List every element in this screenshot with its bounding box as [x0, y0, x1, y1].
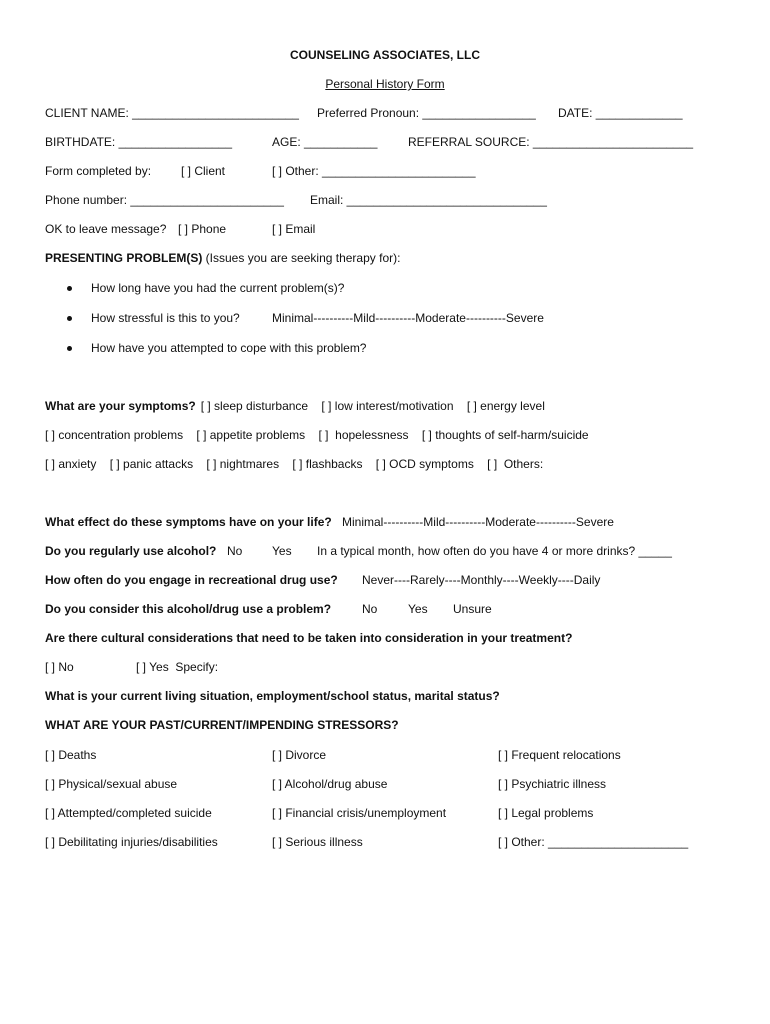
effect-scale[interactable]: Minimal----------Mild----------Moderate----------Severe: [342, 515, 614, 529]
symptoms-row-2[interactable]: [ ] concentration problems [ ] appetite problems [ ] hopelessness [ ] thoughts of self-harm/suicide: [45, 428, 589, 442]
bullet-icon: [67, 286, 72, 291]
symptoms-options-1[interactable]: [ ] sleep disturbance [ ] low interest/motivation [ ] energy level: [200, 399, 545, 413]
problem-no-option[interactable]: No: [362, 602, 378, 616]
stressor-divorce-checkbox[interactable]: [ ] Divorce: [272, 748, 327, 762]
stressor-psychiatric-illness-checkbox[interactable]: [ ] Psychiatric illness: [498, 777, 607, 791]
bullet-icon: [67, 316, 72, 321]
effect-question: What effect do these symptoms have on your life?: [45, 515, 332, 529]
drug-use-question: How often do you engage in recreational drug use?: [45, 573, 338, 587]
stressor-injuries-checkbox[interactable]: [ ] Debilitating injuries/disabilities: [45, 835, 218, 849]
bullet-icon: [67, 346, 72, 351]
stressor-suicide-checkbox[interactable]: [ ] Attempted/completed suicide: [45, 806, 212, 820]
presenting-question-duration: How long have you had the current problem(s)?: [91, 281, 345, 295]
age-field[interactable]: AGE: ___________: [272, 135, 378, 149]
completed-by-label: Form completed by:: [45, 164, 152, 178]
stressor-deaths-checkbox[interactable]: [ ] Deaths: [45, 748, 97, 762]
stressor-other-field[interactable]: [ ] Other: _____________________: [498, 835, 689, 849]
completed-by-client-checkbox[interactable]: [ ] Client: [181, 164, 226, 178]
symptoms-row-3[interactable]: [ ] anxiety [ ] panic attacks [ ] nightmares [ ] flashbacks [ ] OCD symptoms [ ] Others:: [45, 457, 544, 471]
stressor-legal-checkbox[interactable]: [ ] Legal problems: [498, 806, 594, 820]
cultural-yes-checkbox[interactable]: [ ] Yes Specify:: [136, 660, 219, 674]
stress-scale[interactable]: Minimal----------Mild----------Moderate----------Severe: [272, 311, 544, 325]
birthdate-field[interactable]: BIRTHDATE: _________________: [45, 135, 233, 149]
problem-yes-option[interactable]: Yes: [408, 602, 428, 616]
drug-use-scale[interactable]: Never----Rarely----Monthly----Weekly----Daily: [362, 573, 601, 587]
drinks-frequency-field[interactable]: In a typical month, how often do you have 4 or more drinks? _____: [317, 544, 672, 558]
company-name: COUNSELING ASSOCIATES, LLC: [289, 48, 480, 62]
presenting-problems-heading: [45, 251, 400, 266]
alcohol-question: Do you regularly use alcohol?: [45, 544, 217, 558]
symptoms-question: What are your symptoms?: [45, 399, 196, 413]
ok-message-label: OK to leave message?: [45, 222, 167, 236]
client-name-field[interactable]: CLIENT NAME: _________________________: [45, 106, 299, 120]
completed-by-other-field[interactable]: [ ] Other: _______________________: [272, 164, 476, 178]
presenting-question-stress: How stressful is this to you?: [91, 311, 240, 325]
date-field[interactable]: DATE: _____________: [558, 106, 683, 120]
presenting-problems-heading-bold: PRESENTING PROBLEM(S): [45, 251, 203, 265]
stressor-relocations-checkbox[interactable]: [ ] Frequent relocations: [498, 748, 621, 762]
alcohol-yes-option[interactable]: Yes: [272, 544, 292, 558]
stressor-abuse-checkbox[interactable]: [ ] Physical/sexual abuse: [45, 777, 178, 791]
problem-unsure-option[interactable]: Unsure: [453, 602, 492, 616]
cultural-no-checkbox[interactable]: [ ] No: [45, 660, 74, 674]
living-situation-question: What is your current living situation, employment/school status, marital status?: [45, 689, 500, 703]
stressor-substance-abuse-checkbox[interactable]: [ ] Alcohol/drug abuse: [272, 777, 388, 791]
stressor-serious-illness-checkbox[interactable]: [ ] Serious illness: [272, 835, 363, 849]
email-field[interactable]: Email: ______________________________: [310, 193, 547, 207]
form-title: Personal History Form: [325, 77, 445, 91]
ok-phone-checkbox[interactable]: [ ] Phone: [178, 222, 227, 236]
phone-field[interactable]: Phone number: _______________________: [45, 193, 284, 207]
substance-problem-question: Do you consider this alcohol/drug use a problem?: [45, 602, 332, 616]
presenting-problems-heading-rest: (Issues you are seeking therapy for):: [202, 251, 401, 265]
symptoms-row-1[interactable]: [45, 399, 545, 414]
alcohol-no-option[interactable]: No: [227, 544, 243, 558]
stressors-heading: WHAT ARE YOUR PAST/CURRENT/IMPENDING STRESSORS?: [45, 718, 399, 732]
referral-source-field[interactable]: REFERRAL SOURCE: ________________________: [408, 135, 694, 149]
stressor-financial-checkbox[interactable]: [ ] Financial crisis/unemployment: [272, 806, 447, 820]
pronoun-field[interactable]: Preferred Pronoun: _________________: [317, 106, 536, 120]
cultural-question: Are there cultural considerations that need to be taken into consideration in your treatment?: [45, 631, 573, 645]
presenting-question-coping: How have you attempted to cope with this problem?: [91, 341, 367, 355]
ok-email-checkbox[interactable]: [ ] Email: [272, 222, 316, 236]
